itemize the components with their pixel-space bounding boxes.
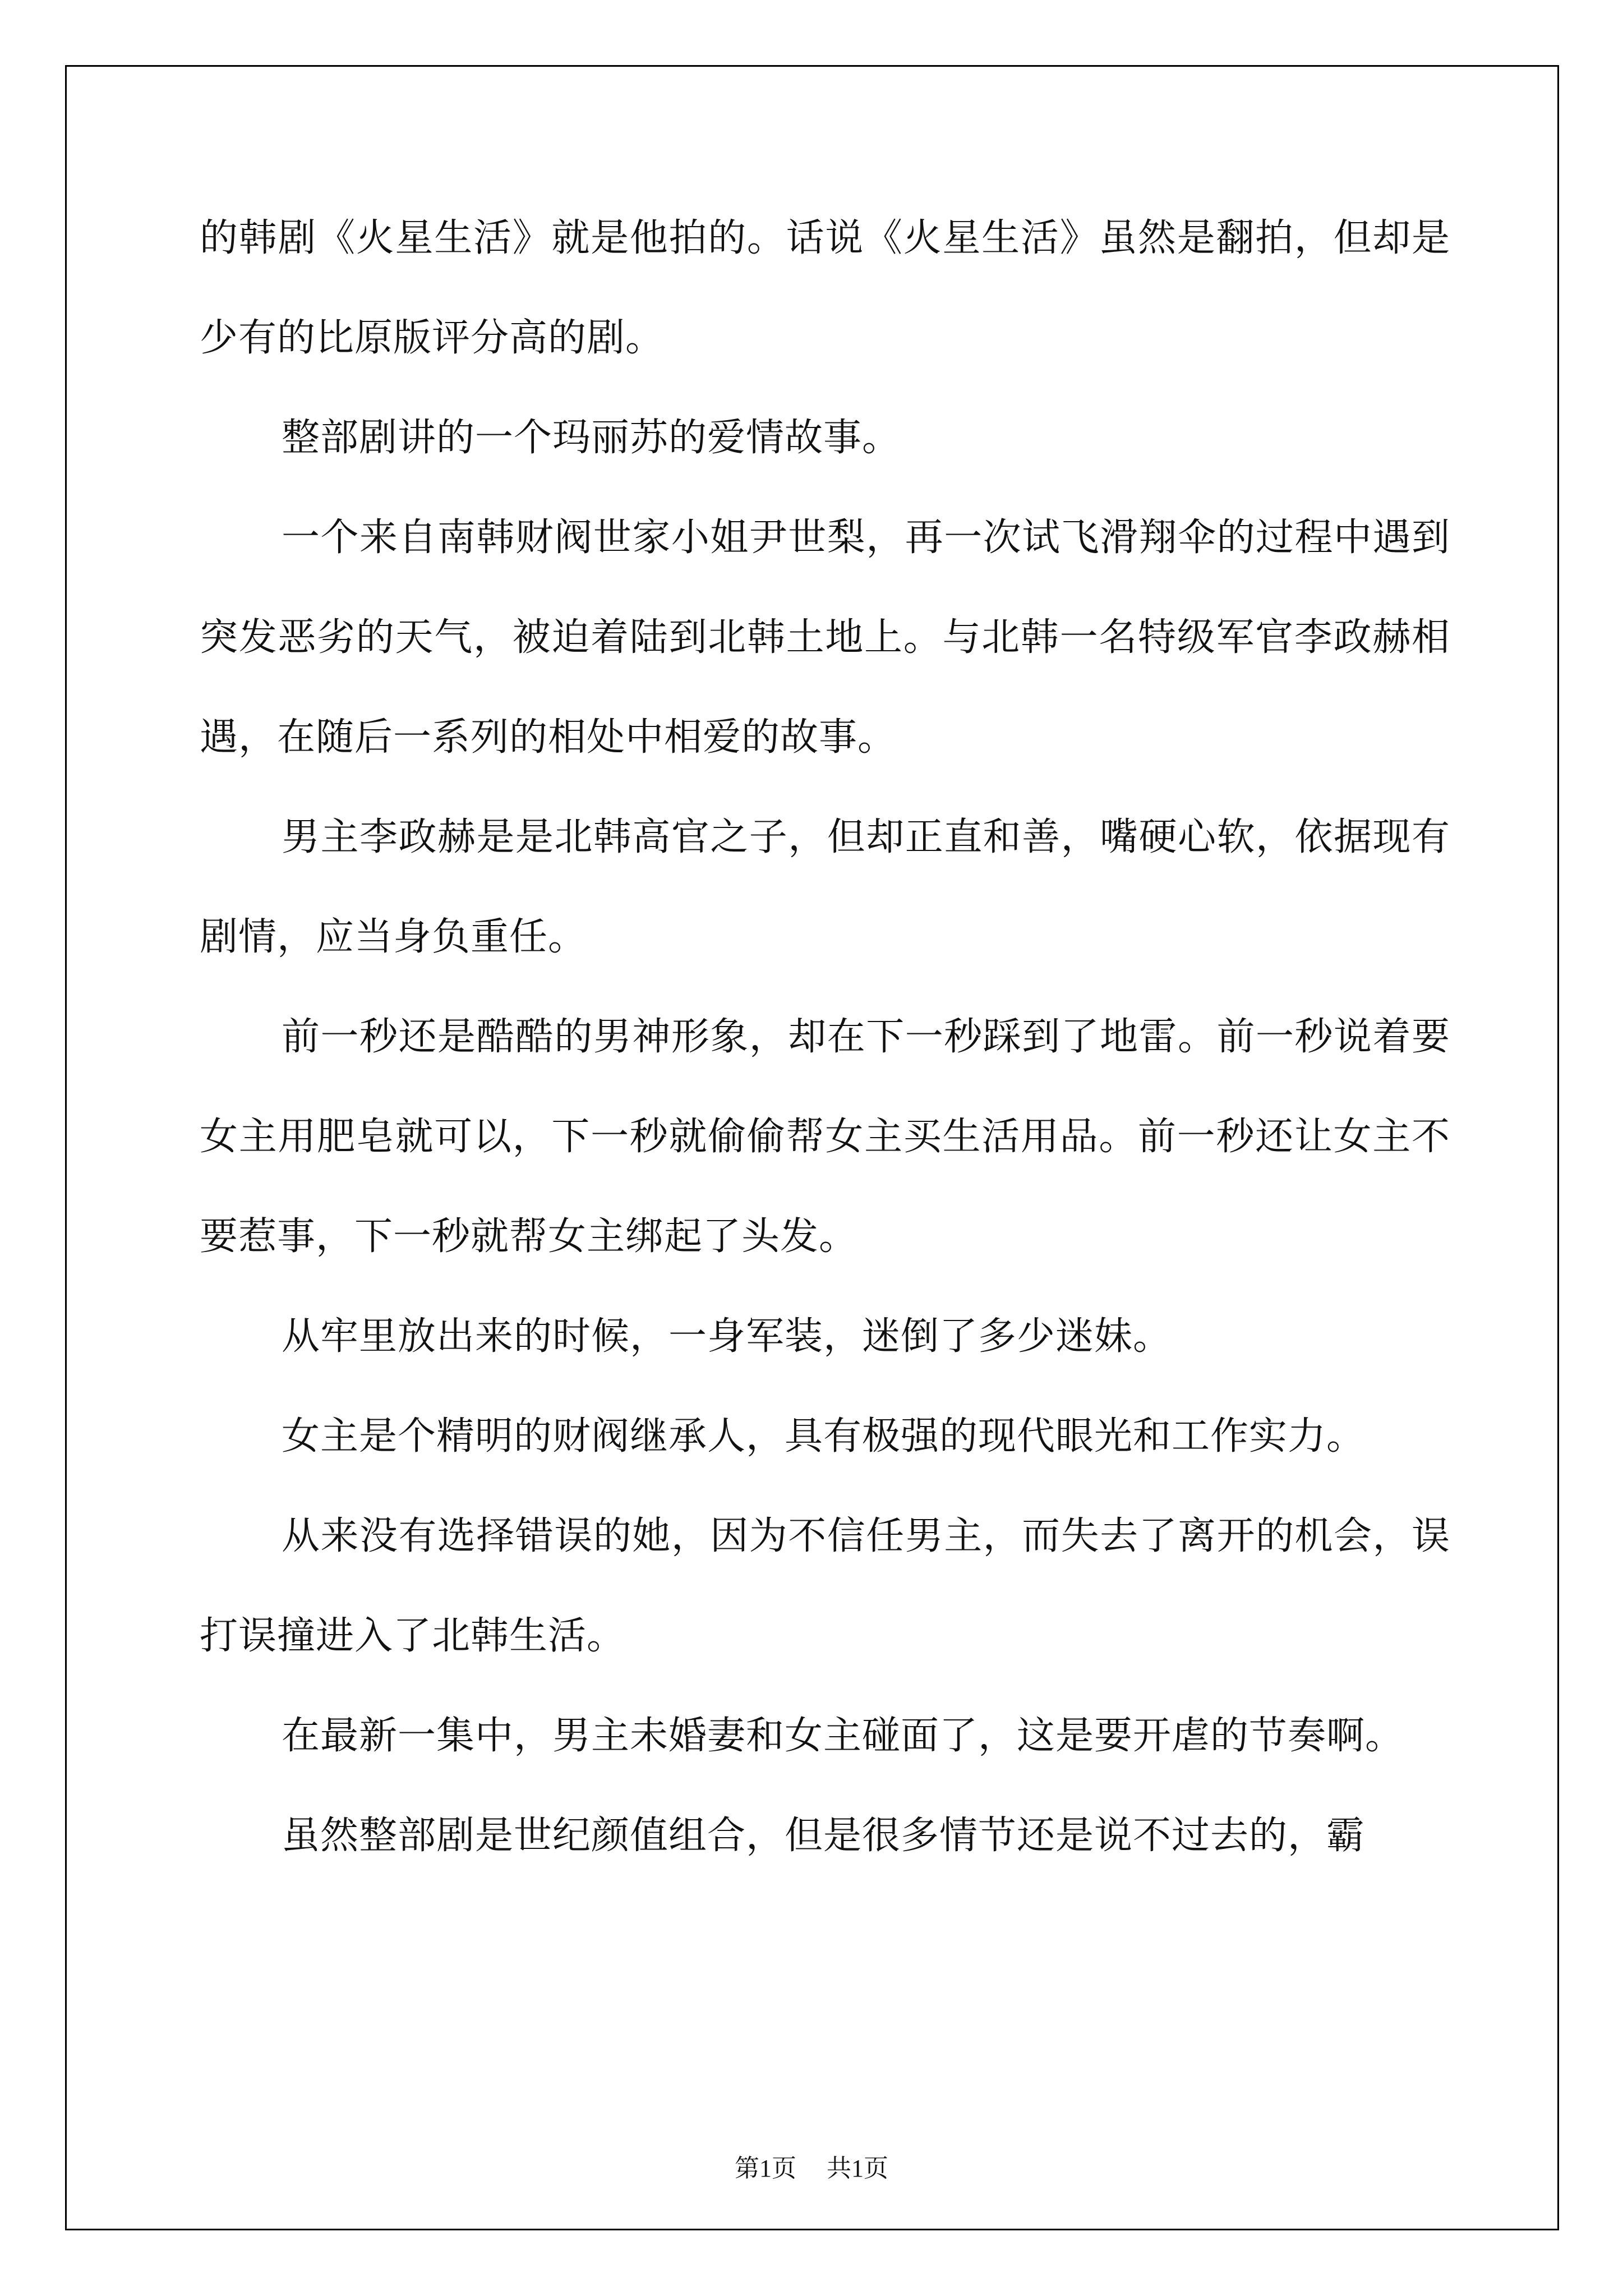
paragraph: 虽然整部剧是世纪颜值组合，但是很多情节还是说不过去的，霸 xyxy=(282,1814,1366,1858)
body-text xyxy=(200,188,1450,1886)
paragraph: 整部剧讲的一个玛丽苏的爱情故事。 xyxy=(282,416,901,460)
page-number: 第1页 xyxy=(735,2155,796,2182)
paragraph: 从牢里放出来的时候，一身军装，迷倒了多少迷妹。 xyxy=(282,1314,1172,1359)
page-footer xyxy=(0,2153,1623,2184)
paragraph: 男主李政赫是是北韩高官之子，但却正直和善，嘴硬心软，依据现有剧情，应当身负重任。 xyxy=(200,815,1450,959)
paragraph: 一个来自南韩财阀世家小姐尹世梨，再一次试飞滑翔伞的过程中遇到突发恶劣的天气，被迫着陆到北韩土地上。与北韩一名特级军官李政赫相遇，在随后一系列的相处中相爱的故事。 xyxy=(200,516,1450,760)
paragraph: 在最新一集中，男主未婚妻和女主碰面了，这是要开虐的节奏啊。 xyxy=(282,1714,1404,1758)
page-total: 共1页 xyxy=(827,2155,888,2182)
paragraph: 前一秒还是酷酷的男神形象，却在下一秒踩到了地雷。前一秒说着要女主用肥皂就可以，下一秒就偷偷帮女主买生活用品。前一秒还让女主不要惹事，下一秒就帮女主绑起了头发。 xyxy=(200,1015,1450,1259)
paragraph: 从来没有选择错误的她，因为不信任男主，而失去了离开的机会，误打误撞进入了北韩生活。 xyxy=(200,1514,1450,1658)
paragraph: 女主是个精明的财阀继承人，具有极强的现代眼光和工作实力。 xyxy=(282,1414,1366,1458)
paragraph: 的韩剧《火星生活》就是他拍的。话说《火星生活》虽然是翻拍，但却是少有的比原版评分高的剧。 xyxy=(200,216,1450,360)
